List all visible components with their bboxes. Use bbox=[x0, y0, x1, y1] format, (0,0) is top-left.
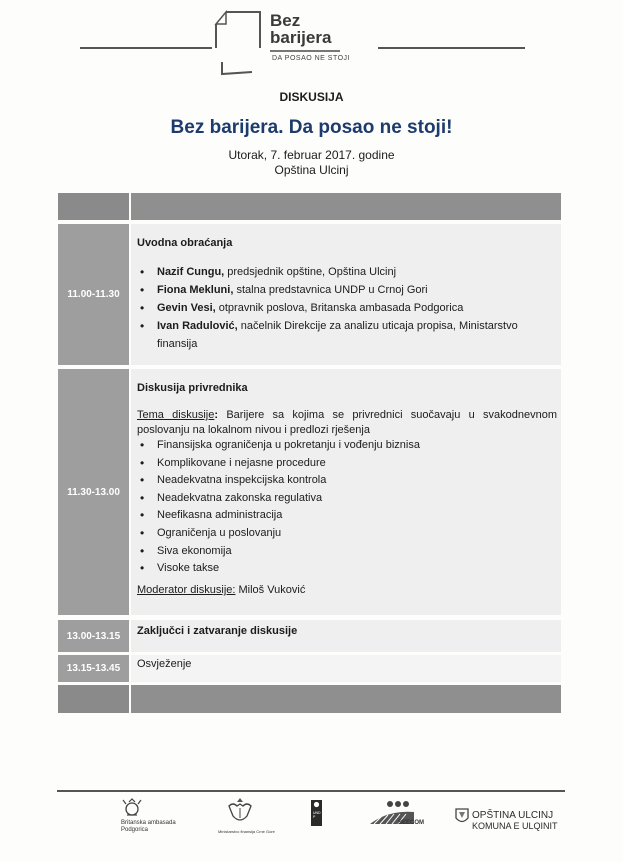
speaker-role: načelnik Direkcije za analizu uticaja propisa, Ministarstvo finansija bbox=[157, 320, 518, 350]
ministry-caption: Ministarstvo finansija Crne Gore bbox=[218, 829, 275, 834]
uk-embassy-line1: Britanska ambasada bbox=[121, 820, 176, 826]
ulcinj-line2: KOMUNA E ULQINIT bbox=[472, 821, 558, 831]
session-time: 11.30-13.00 bbox=[58, 369, 129, 615]
session-refreshment bbox=[131, 655, 561, 682]
session-title: Diskusija privrednika bbox=[137, 382, 248, 394]
session-time: 13.00-13.15 bbox=[58, 620, 129, 652]
discussion-topic bbox=[137, 408, 557, 438]
speaker-list bbox=[131, 263, 551, 353]
header-rule-right bbox=[378, 47, 525, 49]
moderator bbox=[137, 583, 305, 598]
list-item: • Siva ekonomija bbox=[131, 543, 551, 561]
section-label: DISKUSIJA bbox=[279, 90, 344, 104]
ulcinj-coat-of-arms-icon bbox=[455, 808, 469, 826]
session-business-discussion bbox=[131, 369, 561, 615]
document-logo-icon bbox=[212, 10, 264, 78]
list-item: • Komplikovane i nejasne procedure bbox=[131, 455, 551, 473]
moderator-label: Moderator diskusije: bbox=[137, 584, 236, 596]
logo-text-bez: Bez bbox=[270, 11, 301, 30]
event-place: Opština Ulcinj bbox=[274, 163, 349, 177]
logo-text-barijera: barijera bbox=[270, 28, 332, 47]
logo-tagline: DA POSAO NE STOJI bbox=[272, 55, 351, 62]
montenegro-coat-of-arms-icon bbox=[227, 796, 253, 826]
list-item bbox=[131, 263, 551, 281]
uk-crest-icon bbox=[121, 798, 143, 818]
ulcinj-name bbox=[472, 810, 558, 832]
list-item: • Neadekvatna zakonska regulativa bbox=[131, 490, 551, 508]
session-time: 11.00-11.30 bbox=[58, 224, 129, 365]
moderator-name: Miloš Vuković bbox=[235, 584, 306, 596]
session-title: Osvježenje bbox=[137, 658, 192, 670]
list-item: • Visoke takse bbox=[131, 560, 551, 578]
speaker-name: Gevin Vesi, bbox=[157, 302, 216, 314]
seecom-label: SEECOM bbox=[398, 820, 425, 826]
list-item: • Ograničenja u poslovanju bbox=[131, 525, 551, 543]
session-time: 13.15-13.45 bbox=[58, 655, 129, 682]
speaker-name: Nazif Cungu, bbox=[157, 266, 225, 278]
session-title: Zaključci i zatvaranje diskusije bbox=[137, 625, 298, 637]
list-item: • Finansijska ograničenja u pokretanju i vođenju biznisa bbox=[131, 437, 551, 455]
table-header-left bbox=[58, 193, 129, 220]
ulcinj-line1: OPŠTINA ULCINJ bbox=[472, 810, 554, 821]
speaker-role: otpravnik poslova, Britanska ambasada Podgorica bbox=[215, 302, 464, 314]
topic-colon: : bbox=[214, 409, 219, 421]
event-date: Utorak, 7. februar 2017. godine bbox=[228, 148, 395, 162]
logo-divider bbox=[270, 50, 340, 52]
speaker-role: predsjednik opštine, Opština Ulcinj bbox=[224, 266, 397, 278]
header-rule-left bbox=[80, 47, 212, 49]
footer-rule bbox=[57, 790, 565, 792]
topic-text: Barijere sa kojima se privrednici suočavaju u svakodnevnom poslovanju na lokalnom nivou i predlozi rješenja bbox=[137, 409, 558, 436]
session-conclusions bbox=[131, 620, 561, 652]
speaker-name: Fiona Mekluni, bbox=[157, 284, 234, 296]
session-opening bbox=[131, 224, 561, 365]
session-title: Uvodna obraćanja bbox=[137, 237, 233, 249]
table-footer-left bbox=[58, 685, 129, 713]
uk-embassy-line2: Podgorica bbox=[121, 827, 149, 833]
table-header-right bbox=[131, 193, 561, 220]
table-footer-right bbox=[131, 685, 561, 713]
list-item bbox=[131, 317, 551, 353]
undp-label: UNDP bbox=[313, 811, 321, 819]
list-item: • Neadekvatna inspekcijska kontrola bbox=[131, 472, 551, 490]
topic-label: Tema diskusije bbox=[137, 409, 215, 421]
uk-embassy-name bbox=[121, 820, 176, 834]
speaker-role: stalna predstavnica UNDP u Crnoj Gori bbox=[233, 284, 428, 296]
speaker-name: Ivan Radulović, bbox=[157, 320, 238, 332]
page-title: Bez barijera. Da posao ne stoji! bbox=[170, 117, 453, 138]
list-item bbox=[131, 281, 551, 299]
list-item bbox=[131, 299, 551, 317]
list-item: • Neefikasna administracija bbox=[131, 507, 551, 525]
barrier-list bbox=[131, 437, 551, 578]
